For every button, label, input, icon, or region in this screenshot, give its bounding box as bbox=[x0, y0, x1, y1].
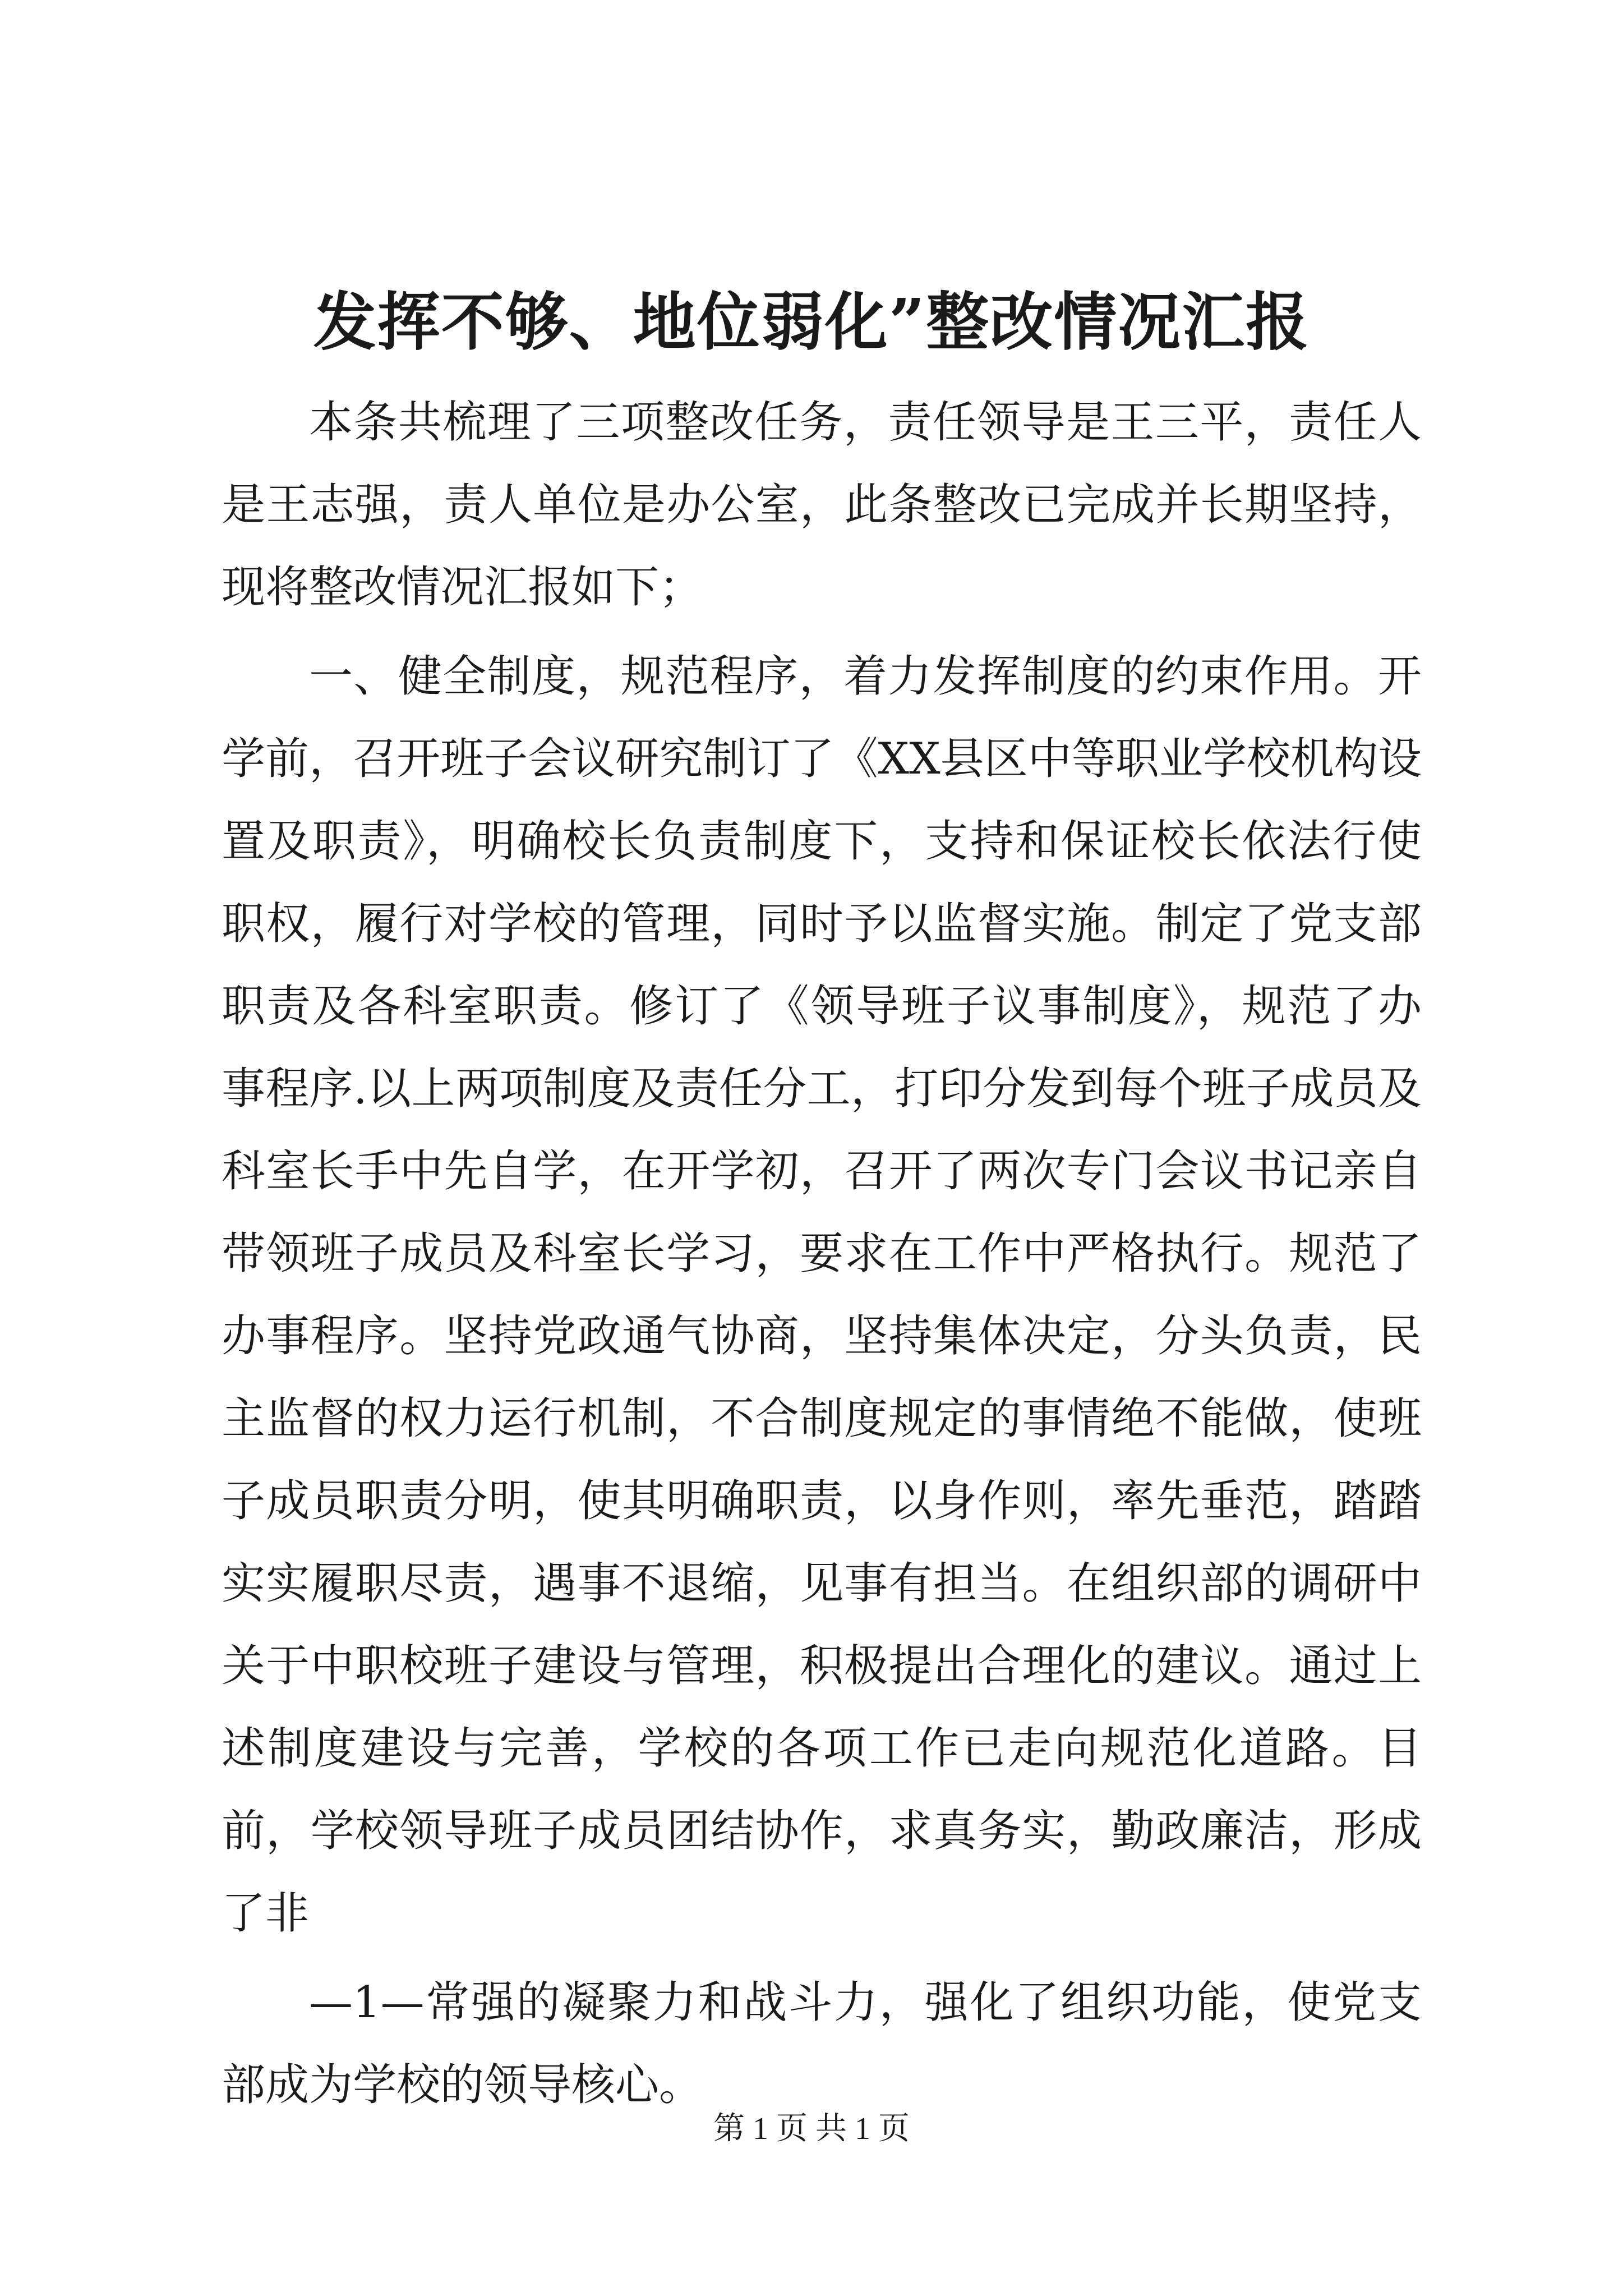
paragraph-section-one: 一、健全制度，规范程序，着力发挥制度的约束作用。开学前，召开班子会议研究制订了《XX县区中等职业学校机构设置及职责》，明确校长负责制度下，支持和保证校长依法行使职权，履行对学校的管理，同时予以监督实施。制定了党支部职责及各科室职责。修订了《领导班子议事制度》，规范了办事程序.以上两项制度及责任分工，打印分发到每个班子成员及科室长手中先自学，在开学初，召开了两次专门会议书记亲自带领班子成员及科室长学习，要求在工作中严格执行。规范了办事程序。坚持党政通气协商，坚持集体决定，分头负责，民主监督的权力运行机制，不合制度规定的事情绝不能做，使班子成员职责分明，使其明确职责，以身作则，率先垂范，踏踏实实履职尽责，遇事不退缩，见事有担当。在组织部的调研中关于中职校班子建设与管理，积极提出合理化的建议。通过上述制度建设与完善，学校的各项工作已走向规范化道路。目前，学校领导班子成员团结协作，求真务实，勤政廉洁，形成了非 bbox=[222, 651, 1422, 1939]
document-title: 发挥不够、地位弱化”整改情况汇报 bbox=[313, 286, 1310, 359]
document-body bbox=[222, 381, 1422, 2127]
paragraph-continuation: —1—常强的凝聚力和战斗力，强化了组织功能，使党支部成为学校的领导核心。 bbox=[222, 1977, 1422, 2110]
paragraph-intro: 本条共梳理了三项整改任务，责任领导是王三平，责任人是王志强，责人单位是办公室，此条整改已完成并长期坚持，现将整改情况汇报如下； bbox=[222, 397, 1422, 613]
page-footer: 第 1 页 共 1 页 bbox=[713, 2111, 910, 2146]
